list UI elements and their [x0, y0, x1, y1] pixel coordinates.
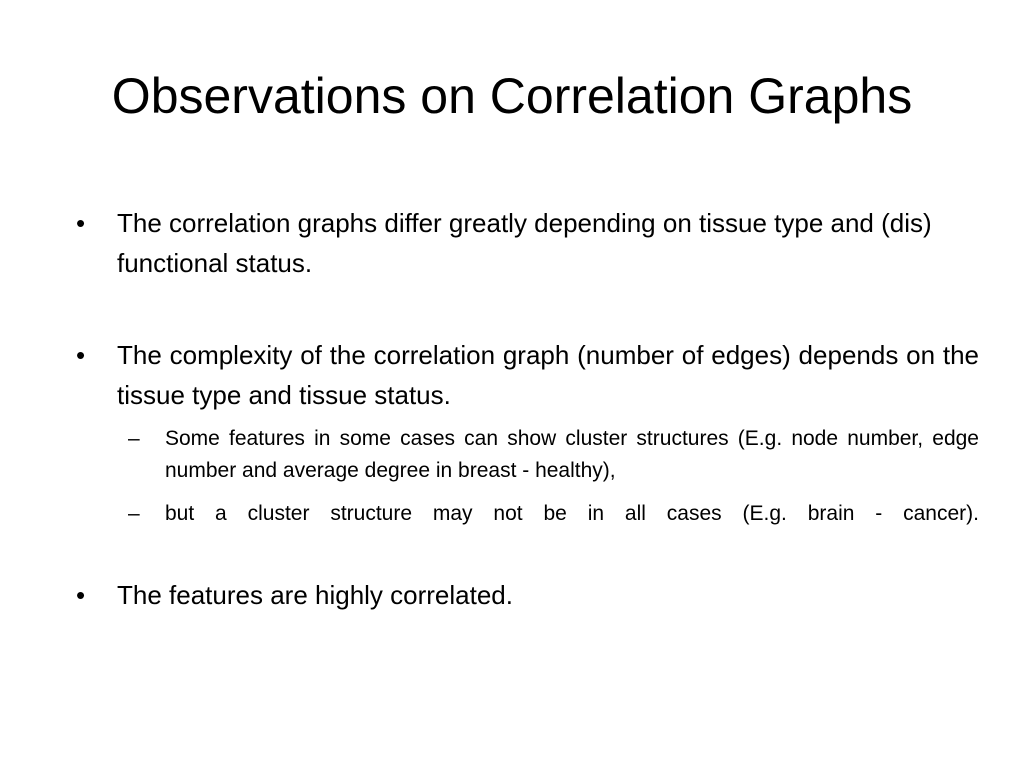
sub-bullet-marker: –	[128, 502, 140, 525]
sub-bullet-text-cluster-structures: Some features in some cases can show cluster structures (E.g. node number, edge number and average degree in breast - healthy),	[165, 427, 979, 482]
bullet-text-highly-correlated: The features are highly correlated.	[117, 580, 513, 610]
sub-bullet-marker: –	[128, 427, 140, 450]
bullet-text-complexity: The complexity of the correlation graph (number of edges) depends on the tissue type and tissue status.	[117, 340, 979, 410]
bullet-marker: •	[76, 340, 86, 370]
bullet-marker: •	[76, 580, 86, 610]
bullet-marker: •	[76, 208, 86, 238]
bullet-text-tissue-type: The correlation graphs differ greatly depending on tissue type and (dis) functional status.	[117, 208, 932, 278]
slide-title: Observations on Correlation Graphs	[111, 68, 913, 124]
sub-bullet-text-not-all-cases: but a cluster structure may not be in all cases (E.g. brain - cancer).	[165, 502, 979, 525]
